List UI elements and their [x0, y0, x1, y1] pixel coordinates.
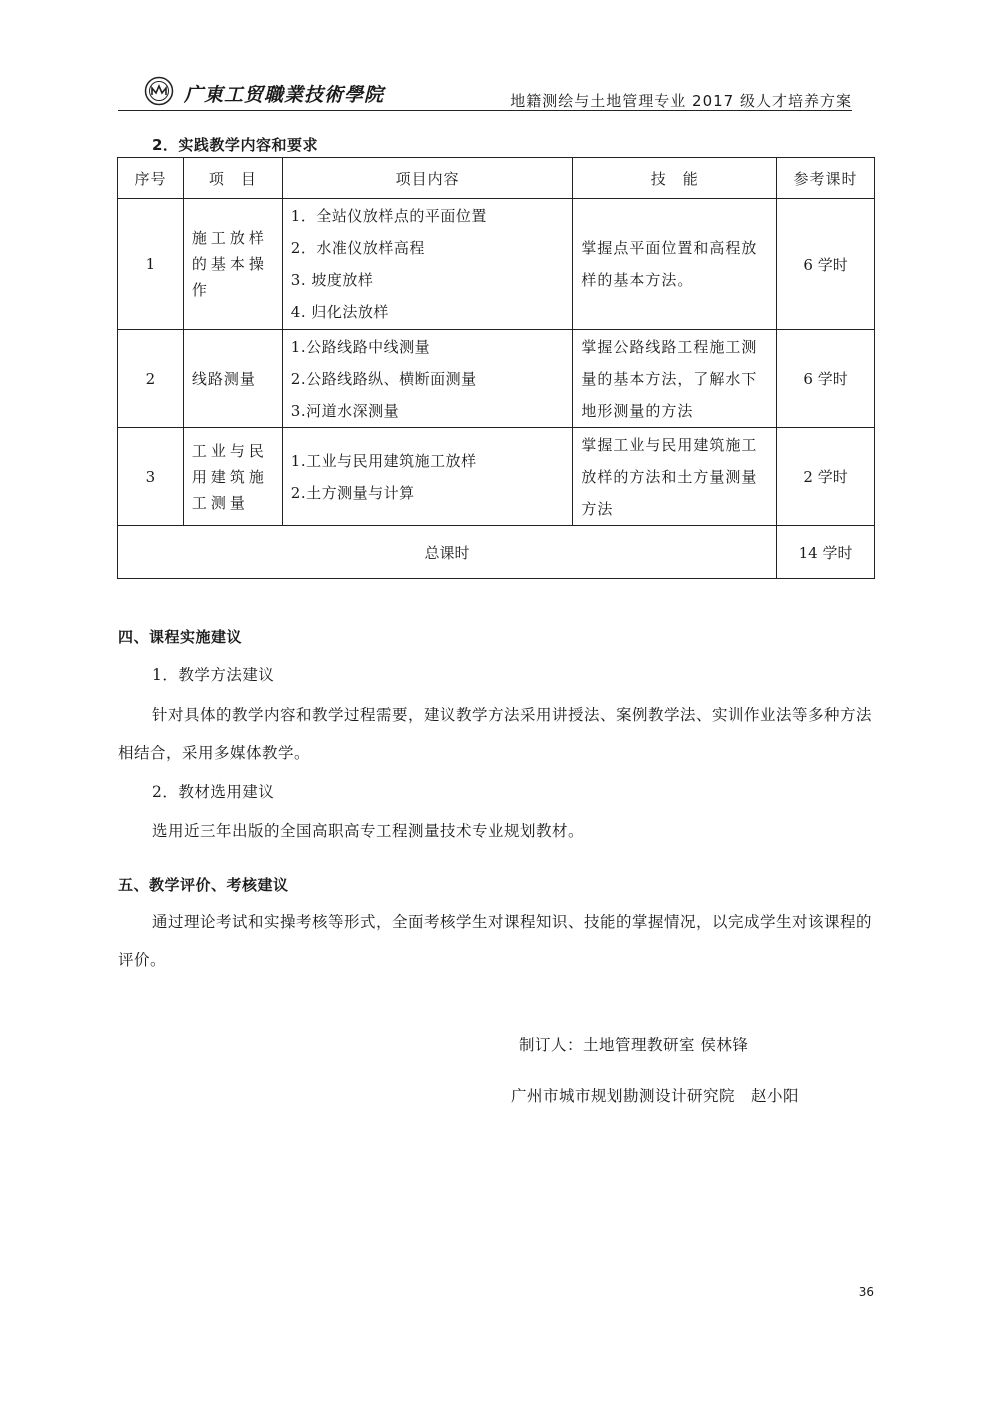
header-item: 项 目	[183, 158, 282, 199]
header-content: 项目内容	[282, 158, 573, 199]
header-hours: 参考课时	[777, 158, 875, 199]
row-hours: 6 学时	[777, 199, 875, 330]
row-item: 工业与民用建筑施工测量	[183, 428, 282, 526]
table-row	[118, 199, 875, 330]
row-item: 施工放样的基本操作	[183, 199, 282, 330]
row-num: 2	[118, 330, 184, 428]
row-item: 线路测量	[183, 330, 282, 428]
row-skill: 掌握工业与民用建筑施工放样的方法和土方量测量方法	[573, 428, 777, 526]
textbook-text: 选用近三年出版的全国高职高专工程测量技术专业规划教材。	[152, 822, 585, 840]
practice-table	[117, 157, 875, 579]
content-line: 3.河道水深测量	[290, 401, 400, 420]
page-number: 36	[858, 1285, 874, 1299]
content-line: 1.工业与民用建筑施工放样	[290, 451, 477, 470]
table-row	[118, 330, 875, 428]
teaching-method-heading: 1．教学方法建议	[152, 666, 275, 684]
table-row	[118, 428, 875, 526]
section-5-heading: 五、教学评价、考核建议	[118, 876, 289, 894]
row-content	[282, 199, 573, 330]
section-2-heading: 2．实践教学内容和要求	[152, 136, 318, 154]
total-label: 总课时	[118, 526, 777, 579]
content-line: 2.土方测量与计算	[290, 483, 415, 502]
row-hours: 2 学时	[777, 428, 875, 526]
page-header	[118, 68, 852, 111]
document-title: 地籍测绘与土地管理专业 2017 级人才培养方案	[510, 92, 852, 110]
row-num: 1	[118, 199, 184, 330]
evaluation-text: 通过理论考试和实操考核等形式，全面考核学生对课程知识、技能的掌握情况，以完成学生对该课程的评价。	[118, 913, 873, 969]
institute-signature: 广州市城市规划勘测设计研究院 赵小阳	[511, 1087, 800, 1105]
header-skill: 技 能	[573, 158, 777, 199]
row-hours: 6 学时	[777, 330, 875, 428]
content-line: 2.公路线路纵、横断面测量	[290, 369, 477, 388]
content-line: 4. 归化法放样	[290, 303, 389, 321]
row-num: 3	[118, 428, 184, 526]
school-name: 广東工贸職業技術學院	[184, 84, 385, 106]
total-hours: 14 学时	[777, 526, 875, 579]
content-line: 1.公路线路中线测量	[290, 337, 431, 356]
table-header-row	[118, 158, 875, 199]
section-4-heading: 四、课程实施建议	[118, 628, 243, 646]
teaching-method-text: 针对具体的教学内容和教学过程需要，建议教学方法采用讲授法、案例教学法、实训作业法等多种方法相结合，采用多媒体教学。	[118, 706, 873, 762]
content-line: 2．水准仪放样高程	[290, 239, 425, 257]
total-row	[118, 526, 875, 579]
content-line: 1．全站仪放样点的平面位置	[290, 207, 487, 225]
row-skill: 掌握公路线路工程施工测量的基本方法，了解水下地形测量的方法	[573, 330, 777, 428]
header-num: 序号	[118, 158, 184, 199]
author-signature: 制订人：土地管理教研室 侯林锋	[519, 1036, 749, 1054]
textbook-heading: 2．教材选用建议	[152, 783, 275, 801]
row-content	[282, 428, 573, 526]
school-logo-icon	[144, 76, 174, 106]
content-line: 3. 坡度放样	[290, 271, 374, 289]
row-content	[282, 330, 573, 428]
row-skill: 掌握点平面位置和高程放样的基本方法。	[573, 199, 777, 330]
